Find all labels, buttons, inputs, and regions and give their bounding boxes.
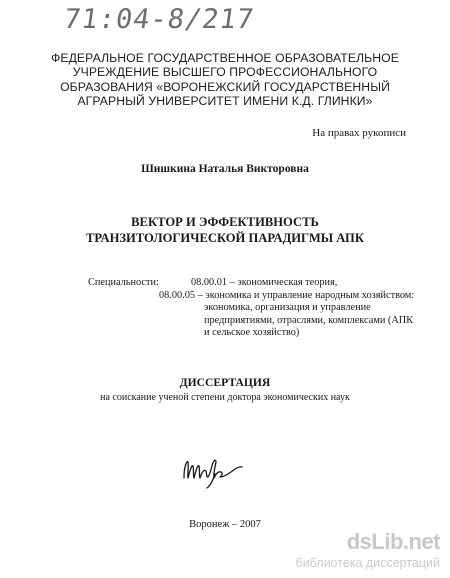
institution-line: ФЕДЕРАЛЬНОЕ ГОСУДАРСТВЕННОЕ ОБРАЗОВАТЕЛЬНОЕ [50,51,399,65]
specialty-desc-cont: предприятиями, отраслями, комплексами (АПК [204,314,414,326]
title-line: ВЕКТОР И ЭФФЕКТИВНОСТЬ [131,215,319,229]
institution-line: УЧРЕЖДЕНИЕ ВЫСШЕГО ПРОФЕССИОНАЛЬНОГО [72,65,378,80]
author-name: Шишкина Наталья Викторовна [141,163,309,175]
specialty-desc-cont: и сельское хозяйство) [204,327,300,338]
watermark [292,527,450,578]
rights-note: На правах рукописи [312,127,406,139]
degree-line: на соискание ученой степени доктора экономических наук [100,392,350,403]
specialty-desc: – экономика и управление народным хозяйством: [197,289,415,301]
specialties-block [0,277,450,357]
specialty-desc: – экономическая теория, [229,277,338,288]
city-year: Воронеж – 2007 [189,519,261,530]
watermark-subtitle: библиотека диссертаций [295,556,440,570]
specialty-code: 08.00.01 [191,277,228,288]
author-signature [178,452,248,490]
watermark-logo: dsLib.net [346,529,440,554]
handwritten-registry-number: 71:04-8/217 [62,4,257,35]
dissertation-title [0,214,450,246]
institution-line: ОБРАЗОВАНИЯ «ВОРОНЕЖСКИЙ ГОСУДАРСТВЕННЫЙ [60,79,390,94]
specialty-code: 08.00.05 [159,289,196,301]
specialty-desc-cont: экономика, организация и управление [204,302,371,313]
specialty-1 [191,277,337,290]
document-type: ДИССЕРТАЦИЯ [179,376,271,389]
title-line: ТРАНЗИТОЛОГИЧЕСКОЙ ПАРАДИГМЫ АПК [86,231,364,245]
institution-line: АГРАРНЫЙ УНИВЕРСИТЕТ ИМЕНИ К.Д. ГЛИНКИ» [77,94,373,109]
specialties-label: Специальности: [88,277,159,288]
specialty-2 [159,290,414,303]
institution-name [20,51,430,109]
